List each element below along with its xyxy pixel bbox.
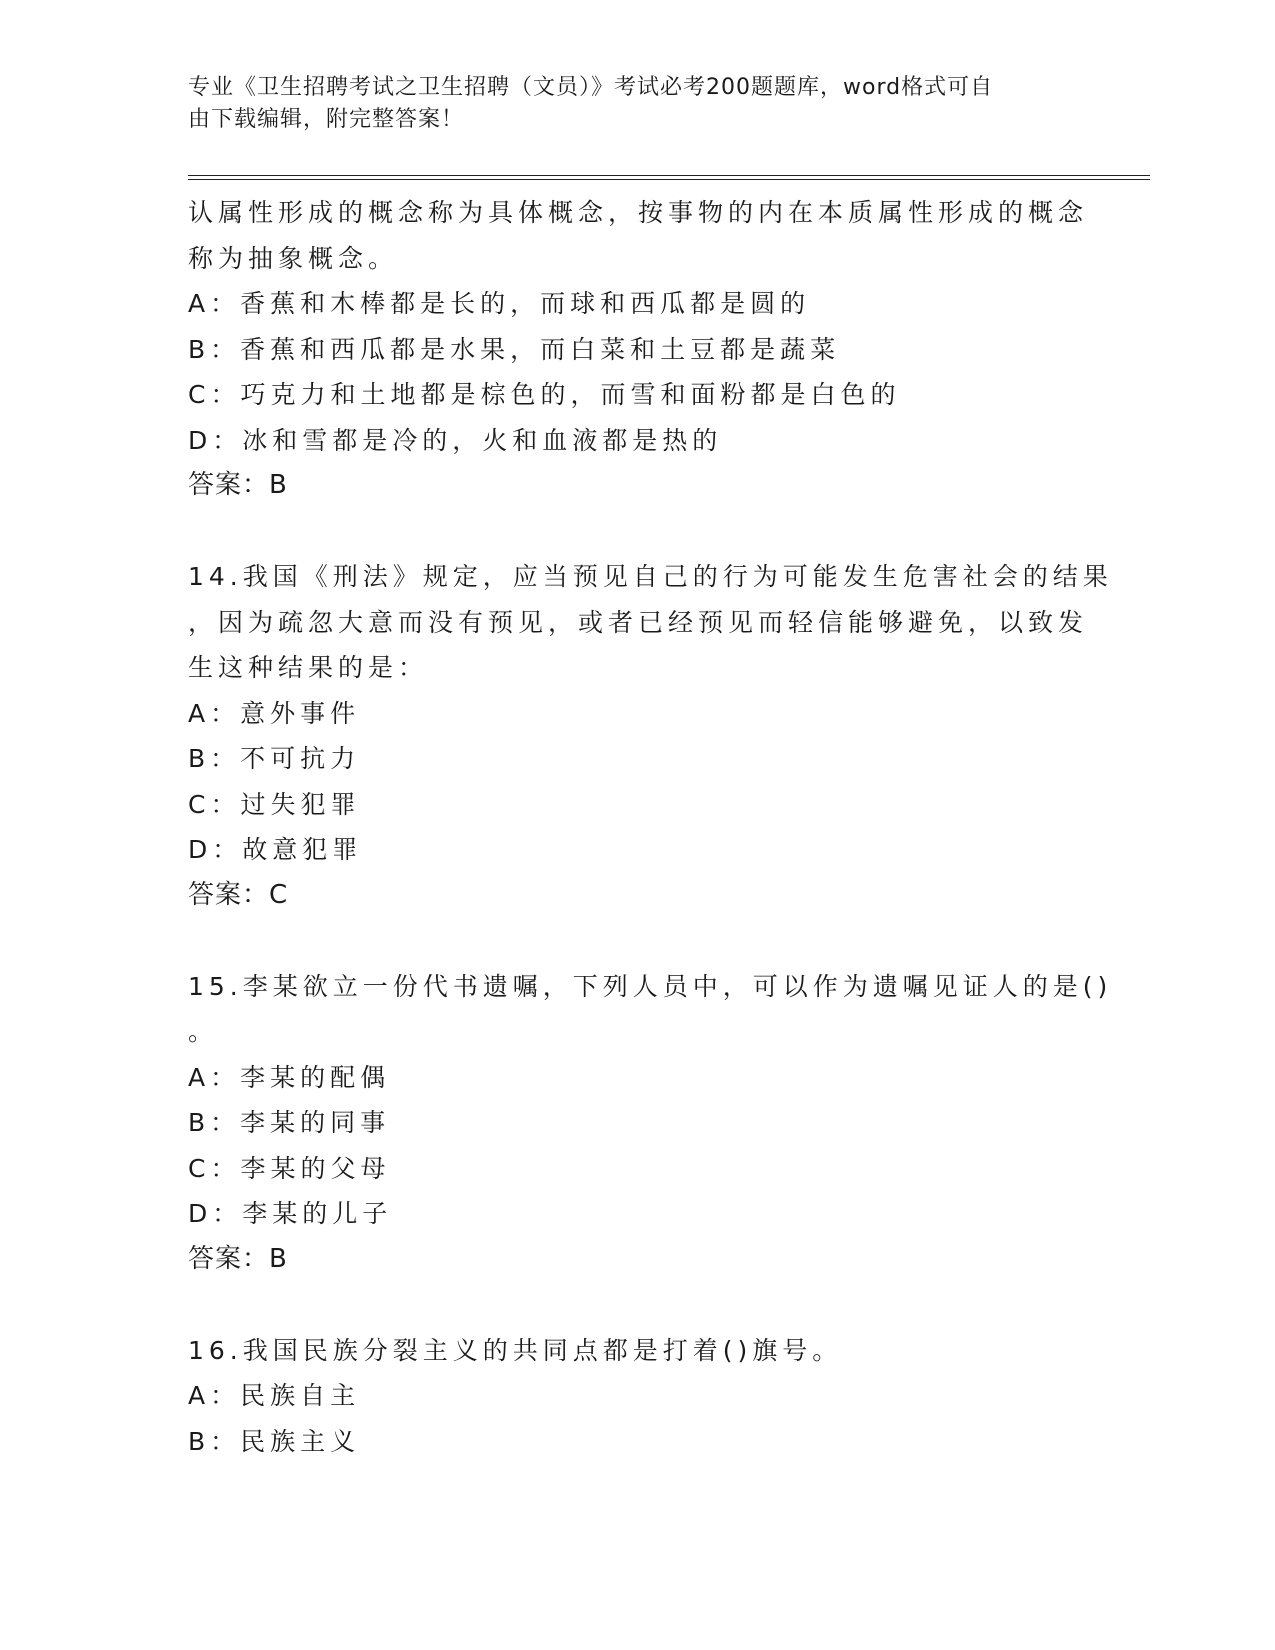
- document-header: [188, 72, 1068, 136]
- option-a: A：民族自主: [188, 1381, 361, 1410]
- answer-line: 答案：C: [188, 879, 289, 910]
- answer-line: 答案：B: [188, 1243, 288, 1274]
- question-13-continuation: [188, 190, 1089, 509]
- question-15: [188, 964, 1113, 1283]
- header-divider: [188, 175, 1150, 180]
- question-14: [188, 554, 1113, 918]
- stem-line: ，因为疏忽大意而没有预见，或者已经预见而轻信能够避免，以致发: [188, 607, 1089, 637]
- stem-line: 14.我国《刑法》规定，应当预见自己的行为可能发生危害社会的结果: [188, 562, 1113, 591]
- option-c: C：李某的父母: [188, 1153, 391, 1183]
- option-a: A：李某的配偶: [188, 1062, 391, 1092]
- option-b: B：李某的同事: [188, 1108, 391, 1137]
- option-d: D：冰和雪都是冷的，火和血液都是热的: [188, 425, 723, 455]
- stem-line: 称为抽象概念。: [188, 243, 399, 273]
- option-d: D：故意犯罪: [188, 835, 363, 864]
- answer-line: 答案：B: [188, 470, 288, 500]
- stem-line: 生这种结果的是：: [188, 653, 429, 682]
- option-d: D：李某的儿子: [188, 1199, 393, 1228]
- stem-line: 16.我国民族分裂主义的共同点都是打着()旗号。: [188, 1335, 843, 1365]
- option-b: B：民族主义: [188, 1426, 361, 1456]
- option-b: B：香蕉和西瓜都是水果，而白菜和土豆都是蔬菜: [188, 334, 841, 364]
- option-b: B：不可抗力: [188, 744, 361, 773]
- question-16: [188, 1328, 1078, 1465]
- option-c: C：过失犯罪: [188, 789, 361, 819]
- option-c: C：巧克力和土地都是棕色的，而雪和面粉都是白色的: [188, 380, 901, 409]
- stem-line: 。: [188, 1017, 219, 1046]
- option-a: A：意外事件: [188, 698, 361, 728]
- stem-line: 15.李某欲立一份代书遗嘱，下列人员中，可以作为遗嘱见证人的是(): [188, 971, 1113, 1001]
- stem-line: 认属性形成的概念称为具体概念，按事物的内在本质属性形成的概念: [188, 198, 1089, 227]
- header-line-1: 专业《卫生招聘考试之卫生招聘（文员）》考试必考200题题库，word格式可自: [188, 75, 994, 100]
- question-list: [188, 190, 1113, 1464]
- header-line-2: 由下载编辑，附完整答案！: [188, 107, 465, 132]
- option-a: A：香蕉和木棒都是长的，而球和西瓜都是圆的: [188, 289, 811, 318]
